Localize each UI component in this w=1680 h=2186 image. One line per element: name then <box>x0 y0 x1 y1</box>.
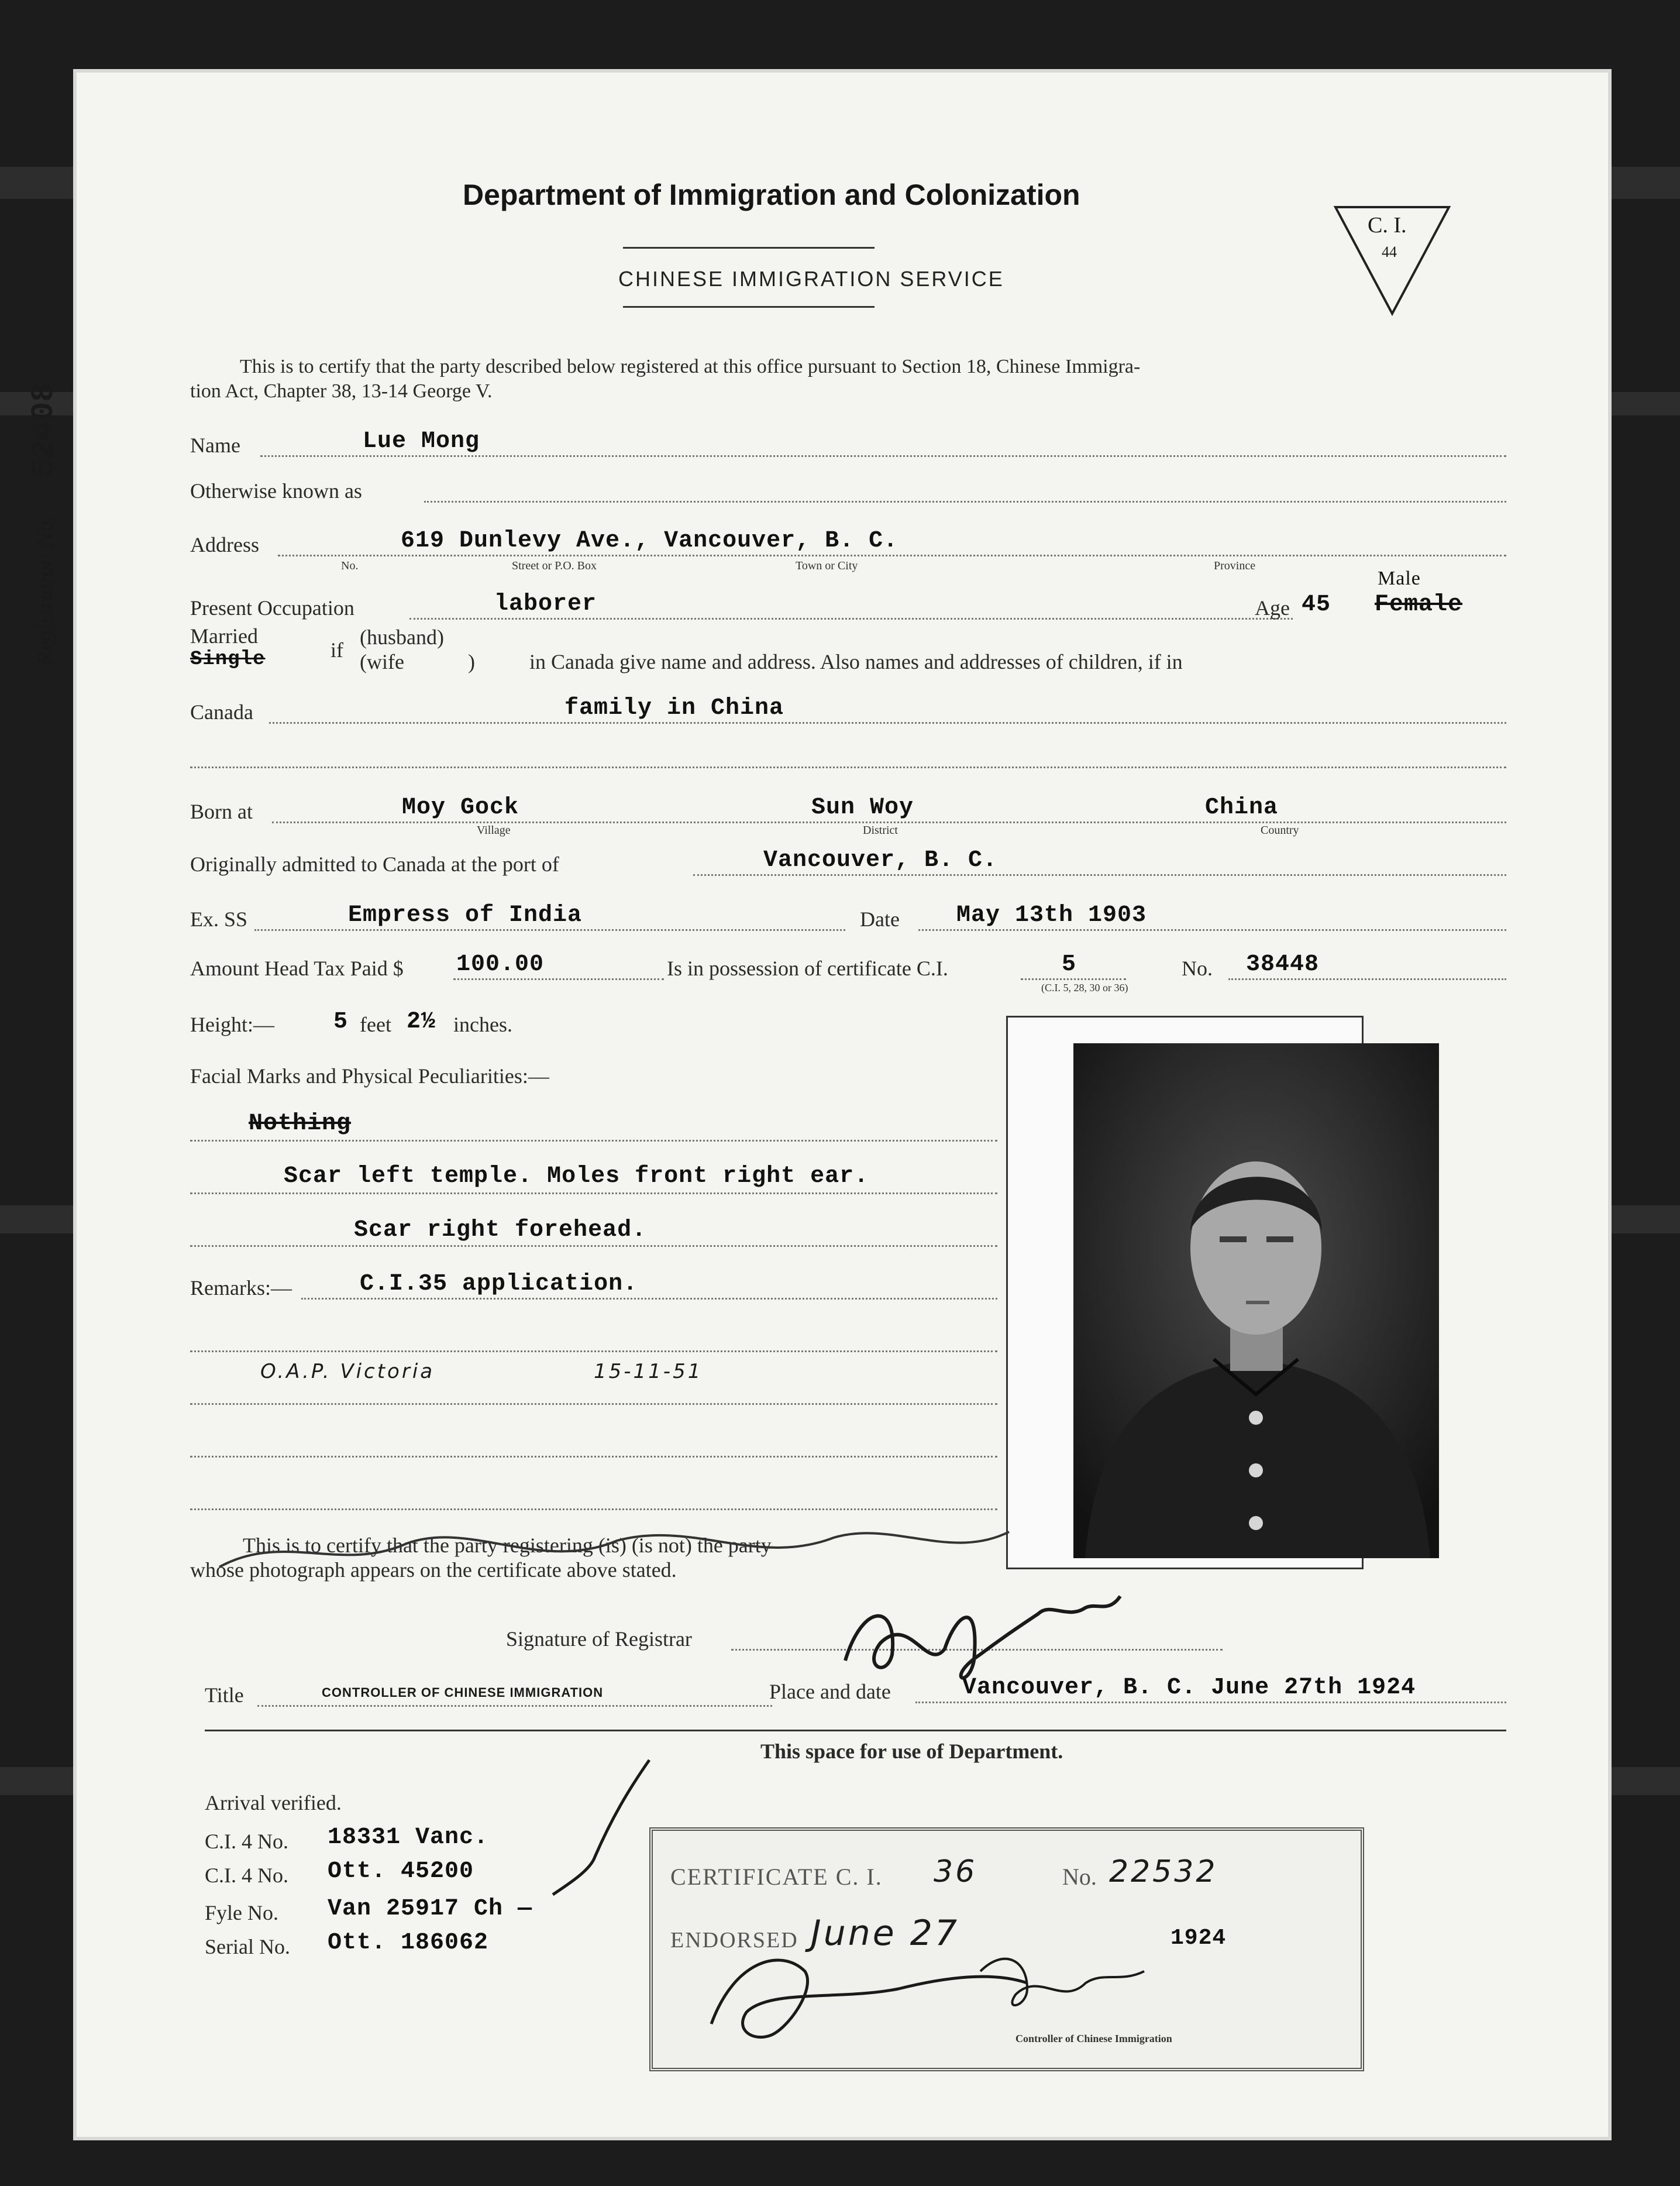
ci4b-value: Ott. 45200 <box>328 1858 474 1885</box>
stamp-certificate-label: CERTIFICATE C. I. <box>670 1864 883 1890</box>
sex-value: Male <box>1378 568 1421 589</box>
stamp-caption: Controller of Chinese Immigration <box>1015 2033 1172 2044</box>
place-label: Place and date <box>769 1680 891 1703</box>
signature-label: Signature of Registrar <box>506 1627 692 1651</box>
registration-label: Registration No. <box>33 515 57 666</box>
born-district-sub: District <box>863 824 898 837</box>
form-code: C. I. <box>1368 213 1407 238</box>
ci-value: 5 <box>1062 951 1077 978</box>
stamp-year: 1924 <box>1171 1926 1227 1951</box>
remarks-line-2 <box>190 1350 997 1352</box>
born-line <box>272 822 1506 823</box>
ship-line <box>254 929 845 931</box>
address-sub-province: Province <box>1214 559 1256 572</box>
canada-label: Canada <box>190 700 253 724</box>
born-label: Born at <box>190 800 253 823</box>
tax-value: 100.00 <box>456 951 545 978</box>
port-value: Vancouver, B. C. <box>763 847 998 874</box>
endorsement-stamp <box>649 1827 1364 2071</box>
facial-struck: Nothing <box>249 1111 352 1137</box>
born-village: Moy Gock <box>402 795 519 821</box>
place-value: Vancouver, B. C. June 27th 1924 <box>962 1675 1416 1701</box>
stamp-certificate-ci: 36 <box>934 1854 977 1889</box>
married-husband: (husband) <box>360 625 444 649</box>
facial-line-1 <box>190 1140 997 1142</box>
remarks-label: Remarks:— <box>190 1276 292 1300</box>
ci4-label: C.I. 4 No. <box>205 1830 288 1853</box>
occupation-value: laborer <box>494 591 597 617</box>
fyle-label: Fyle No. <box>205 1901 278 1924</box>
facial-marks-1: Scar left temple. Moles front right ear. <box>284 1163 869 1190</box>
ship-label: Ex. SS <box>190 908 248 931</box>
address-sub-no: No. <box>341 559 359 572</box>
remarks-handwritten: O.A.P. Victoria <box>260 1360 435 1383</box>
applicant-photo <box>1073 1043 1439 1558</box>
otherwise-known-line <box>424 501 1506 503</box>
height-label: Height:— <box>190 1013 274 1036</box>
date-line <box>918 929 1506 931</box>
date-label: Date <box>860 908 900 931</box>
port-line <box>693 874 1506 876</box>
remarks-line-1 <box>301 1298 997 1300</box>
title-line <box>257 1705 772 1707</box>
tax-label: Amount Head Tax Paid $ <box>190 957 404 980</box>
ci-line <box>1021 978 1126 980</box>
married-paren: ) <box>468 650 475 673</box>
possession-label: Is in possession of certificate C.I. <box>667 957 948 980</box>
remarks-line-3 <box>190 1403 997 1405</box>
born-country: China <box>1205 795 1279 821</box>
certify-photo-line-1: This is to certify that the party registering (is) (is not) the party <box>243 1534 772 1557</box>
tax-line <box>453 978 664 980</box>
stamp-endorsed-label: ENDORSED <box>670 1928 798 1953</box>
address-sub-town: Town or City <box>796 559 858 572</box>
arrival-label: Arrival verified. <box>205 1791 342 1814</box>
title-label: Title <box>205 1683 244 1707</box>
canada-line-2 <box>190 767 1506 768</box>
department-use: This space for use of Department. <box>760 1740 1063 1763</box>
occupation-line <box>409 618 1293 620</box>
registration-number: 52408 <box>26 383 62 478</box>
height-feet-label: feet <box>360 1013 391 1036</box>
born-village-sub: Village <box>477 824 511 837</box>
ship-value: Empress of India <box>348 902 583 929</box>
verification-tick <box>541 1754 658 1918</box>
ci4-value: 18331 Vanc. <box>328 1824 489 1851</box>
fyle-value: Van 25917 Ch — <box>328 1896 533 1922</box>
registration-block <box>26 383 62 666</box>
address-sub-street: Street or P.O. Box <box>512 559 597 572</box>
remarks-hand-date: 15-11-51 <box>594 1360 703 1383</box>
address-line <box>278 555 1506 556</box>
serial-value: Ott. 186062 <box>328 1930 489 1956</box>
occupation-label: Present Occupation <box>190 596 354 620</box>
canada-line <box>269 722 1506 724</box>
certify-photo-line-2: whose photograph appears on the certificate above stated. <box>190 1558 677 1582</box>
height-inches: 2½ <box>407 1009 436 1035</box>
port-label: Originally admitted to Canada at the port of <box>190 853 559 876</box>
place-line <box>915 1702 1506 1703</box>
date-value: May 13th 1903 <box>956 902 1147 929</box>
facial-marks-2: Scar right forehead. <box>354 1217 647 1243</box>
cert-no-value: 38448 <box>1246 951 1320 978</box>
otherwise-known-label: Otherwise known as <box>190 479 362 503</box>
name-line <box>260 455 1506 457</box>
age-label: Age <box>1255 596 1290 620</box>
born-district: Sun Woy <box>811 795 914 821</box>
stamp-no-value: 22532 <box>1109 1854 1218 1889</box>
facial-line-3 <box>190 1245 997 1247</box>
married-if: if <box>331 638 343 662</box>
facial-line-2 <box>190 1192 997 1194</box>
name-label: Name <box>190 434 240 457</box>
handwritten-overlay <box>214 1520 1091 1584</box>
address-label: Address <box>190 533 259 556</box>
facial-label: Facial Marks and Physical Peculiarities:— <box>190 1064 549 1088</box>
title-value: CONTROLLER OF CHINESE IMMIGRATION <box>322 1685 604 1700</box>
born-country-sub: Country <box>1261 824 1299 837</box>
certificate-document <box>26 69 1612 2140</box>
canada-value: family in China <box>564 695 784 721</box>
header-rule-bottom <box>623 306 875 308</box>
remarks-line-4 <box>190 1456 997 1458</box>
married-label: Married <box>190 624 258 648</box>
age-value: 45 <box>1302 592 1331 618</box>
certification-line-2: tion Act, Chapter 38, 13-14 George V. <box>190 380 493 402</box>
header-rule-top <box>623 247 875 249</box>
sex-struck: Female <box>1375 592 1463 618</box>
cert-no-line <box>1228 978 1506 980</box>
certification-line-1: This is to certify that the party described below registered at this office pursuant to Section 18, Chinese Immigra- <box>240 356 1141 377</box>
cert-no-label: No. <box>1182 957 1213 980</box>
title-underline <box>205 1730 1506 1731</box>
married-struck: Single <box>190 648 266 671</box>
ci4b-label: C.I. 4 No. <box>205 1864 288 1887</box>
form-number: 44 <box>1382 243 1397 260</box>
serial-label: Serial No. <box>205 1935 290 1958</box>
ci-note: (C.I. 5, 28, 30 or 36) <box>1041 982 1128 994</box>
stamp-endorsed-value: June 27 <box>811 1913 960 1954</box>
height-feet: 5 <box>333 1009 349 1035</box>
remarks-value: C.I.35 application. <box>360 1271 638 1297</box>
remarks-line-5 <box>190 1508 997 1510</box>
married-wife: (wife <box>360 650 404 673</box>
department-title: Department of Immigration and Colonization <box>463 178 1080 211</box>
height-inches-label: inches. <box>453 1013 512 1036</box>
address-value: 619 Dunlevy Ave., Vancouver, B. C. <box>401 528 898 554</box>
stamp-no-label: No. <box>1062 1864 1097 1890</box>
service-title: CHINESE IMMIGRATION SERVICE <box>618 267 1004 291</box>
married-instructions: in Canada give name and address. Also names and addresses of children, if in <box>529 650 1183 673</box>
name-value: Lue Mong <box>363 428 480 455</box>
